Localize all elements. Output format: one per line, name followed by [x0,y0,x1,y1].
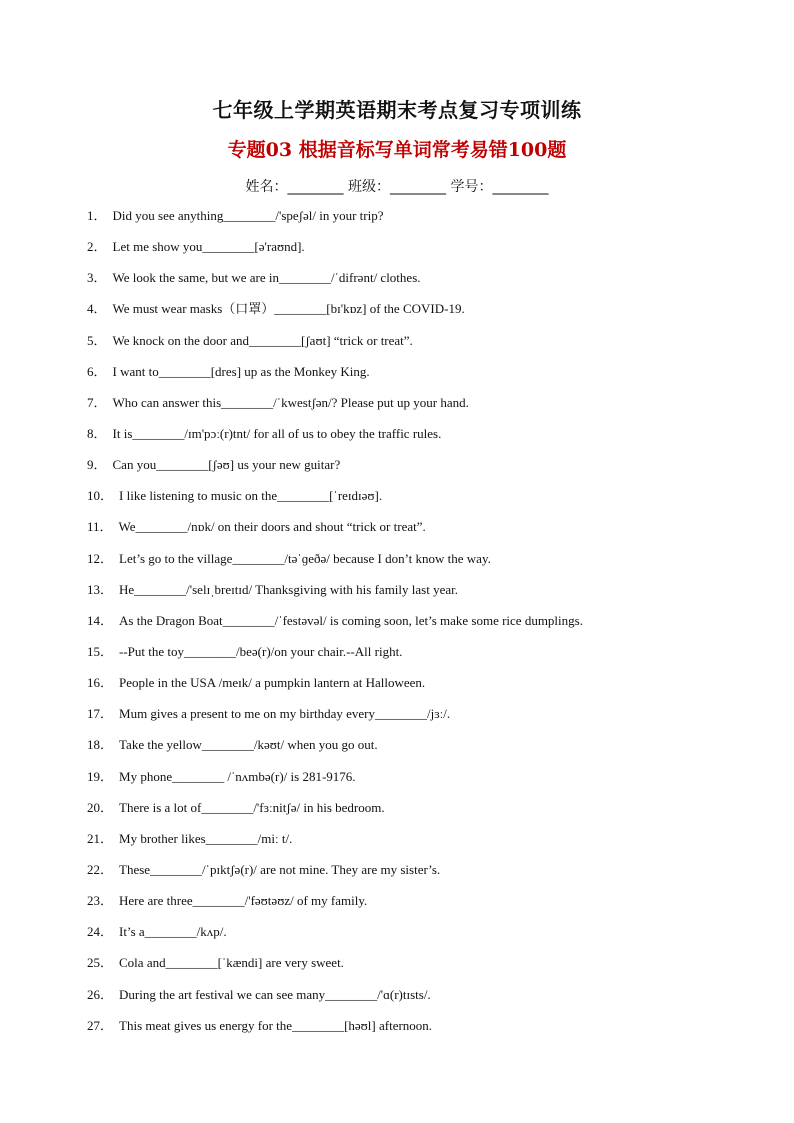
question-number: 25． [87,955,114,971]
question-item [87,238,767,269]
question-number: 6． [87,363,107,379]
question-item [87,830,767,861]
question-number: 19． [87,768,114,784]
question-item [87,954,767,985]
question-text: Can you________[ʃəʊ] us your new guitar? [112,457,341,473]
question-item [87,612,767,643]
question-text: These________/ˈpɪktʃə(r)/ are not mine. They are my sister’s. [119,861,441,877]
question-text: We________/nɒk/ on their doors and shout “trick or treat”. [118,519,426,535]
question-number: 18． [87,737,114,753]
question-number: 2． [87,239,107,255]
question-number: 14． [87,612,114,628]
question-item [87,986,767,1017]
question-number: 10． [87,488,114,504]
question-text: Cola and________[ˈkændi] are very sweet. [119,955,344,971]
question-text: We knock on the door and________[ʃaʊt] “trick or treat”. [112,332,413,348]
question-item [87,300,767,331]
question-text: We look the same, but we are in________/ˈdifrənt/ clothes. [112,270,421,286]
question-item [87,861,767,892]
question-item [87,643,767,674]
question-number: 24． [87,924,114,940]
question-number: 22． [87,861,114,877]
question-item [87,456,767,487]
question-item [87,923,767,954]
question-number: 26． [87,986,114,1002]
question-number: 5． [87,332,107,348]
question-item [87,674,767,705]
question-item [87,269,767,300]
question-item [87,768,767,799]
question-item [87,799,767,830]
question-item [87,394,767,425]
question-text: People in the USA /meɪk/ a pumpkin lantern at Halloween. [119,675,426,691]
question-item [87,581,767,612]
question-item [87,705,767,736]
question-item [87,363,767,394]
question-text: Let’s go to the village________/təˈɡeðə/ because I don’t know the way. [119,550,491,566]
question-list [87,207,767,1048]
question-text: Take the yellow________/kəʊt/ when you go out. [119,737,378,753]
question-text: I want to________[dres] up as the Monkey King. [112,363,370,379]
question-number: 11． [87,519,113,535]
question-number: 8． [87,425,107,441]
question-item [87,736,767,767]
question-text: It is________/ɪm'pɔː(r)tnt/ for all of us to obey the traffic rules. [112,425,442,441]
question-number: 1． [87,208,107,223]
question-item [87,425,767,456]
question-text: Who can answer this________/ˈkwestʃən/? Please put up your hand. [112,394,469,410]
question-number: 3． [87,270,107,286]
question-item [87,1017,767,1048]
question-text: My phone________ /ˈnʌmbə(r)/ is 281-9176. [119,768,356,784]
question-number: 4． [87,301,107,317]
question-item [87,518,767,549]
question-number: 16． [87,675,114,691]
question-item [87,207,767,238]
question-text: We must wear masks（口罩）________[bɪ'kɒz] of the COVID-19. [112,301,465,317]
question-text: Here are three________/'fəʊtəʊz/ of my family. [119,893,368,909]
question-number: 7． [87,394,107,410]
question-text: As the Dragon Boat________/ˈfestəvəl/ is coming soon, let’s make some rice dumplings. [119,612,583,628]
question-text: It’s a________/kʌp/. [119,924,227,940]
question-text: Did you see anything________/'speʃəl/ in your trip? [112,208,384,223]
page-subtitle: 专题03 根据音标写单词常考易错100题 [227,139,567,161]
student-info-line: 姓名：________ 班级：________ 学号：________ [245,179,549,195]
question-text: During the art festival we can see many________/'ɑ(r)tɪsts/. [119,986,431,1002]
question-text: I like listening to music on the________[ˈreɪdɪəʊ]. [119,488,383,504]
question-text: Mum gives a present to me on my birthday every________/jɜː/. [119,706,451,722]
question-text: Let me show you________[ə'raʊnd]. [112,239,305,255]
question-number: 15． [87,643,114,659]
question-number: 9． [87,457,107,473]
question-text: There is a lot of________/'fɜːnitʃə/ in his bedroom. [119,799,385,815]
question-number: 23． [87,893,114,909]
question-text: My brother likes________/miː t/. [119,830,293,846]
question-number: 21． [87,830,114,846]
question-item [87,892,767,923]
question-number: 17． [87,706,114,722]
question-item [87,550,767,581]
question-item [87,487,767,518]
question-number: 27． [87,1017,114,1033]
question-text: --Put the toy________/beə(r)/on your chair.--All right. [119,643,403,659]
question-number: 20． [87,799,114,815]
question-text: This meat gives us energy for the________[həʊl] afternoon. [119,1017,433,1033]
question-item [87,332,767,363]
page-title: 七年级上学期英语期末考点复习专项训练 [212,98,582,122]
question-number: 13． [87,581,114,597]
question-number: 12． [87,550,114,566]
question-text: He________/'selɪˌbreɪtɪd/ Thanksgiving with his family last year. [119,581,458,597]
